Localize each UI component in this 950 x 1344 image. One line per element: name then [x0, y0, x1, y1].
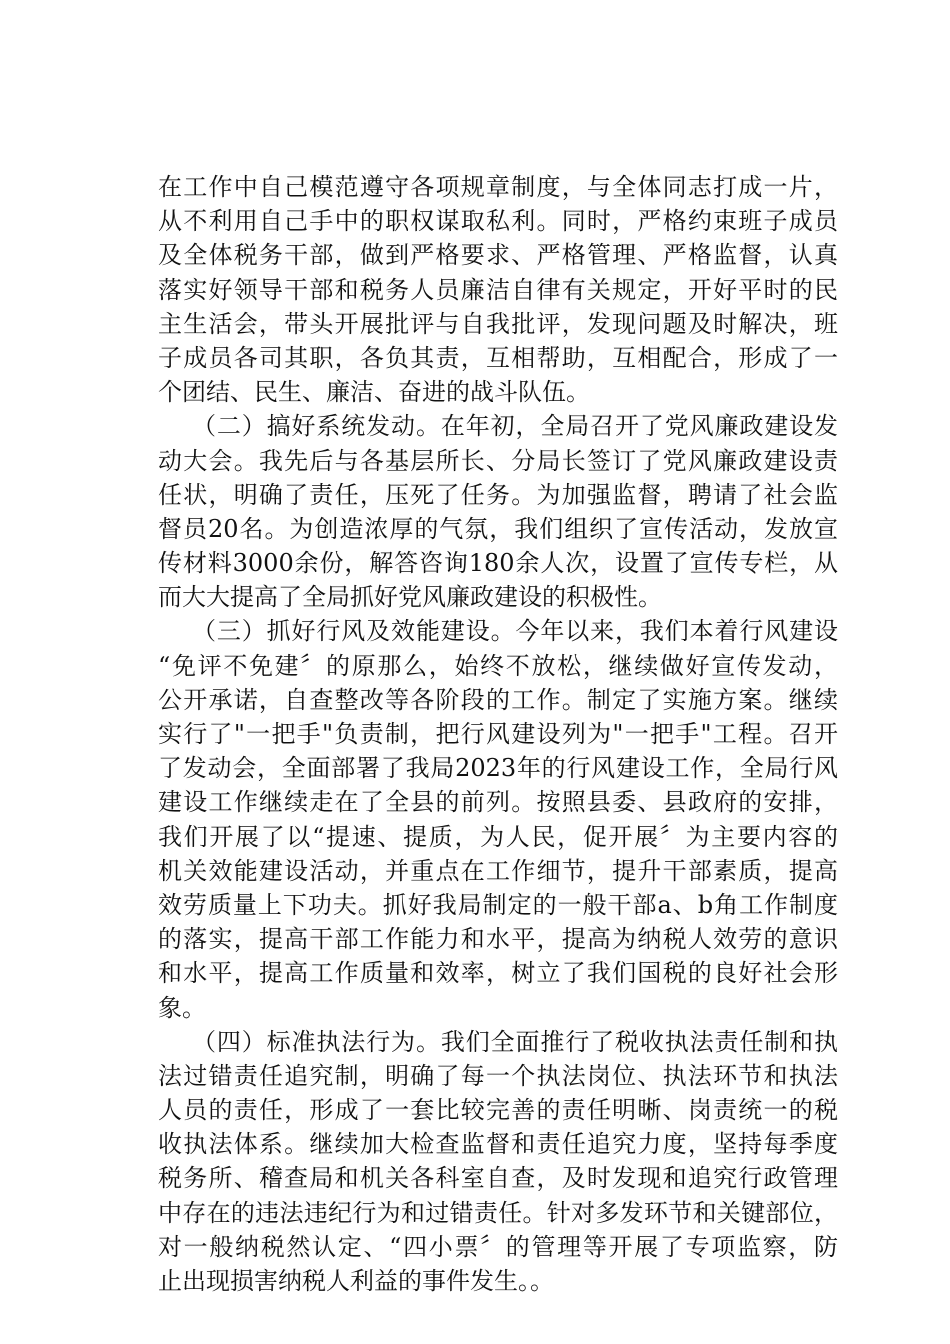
text-line: 个团结、民生、廉洁、奋进的战斗队伍。 [158, 378, 590, 407]
text-line: 及全体税务干部，做到严格要求、严格管理、严格监督，认真 [158, 241, 838, 270]
text-line: 象。 [158, 993, 206, 1022]
text-line: 止出现损害纳税人利益的事件发生。。 [158, 1267, 554, 1295]
text-line: 中存在的违法违纪行为和过错责任。针对多发环节和关键部位， [158, 1198, 838, 1227]
text-line: 和水平，提高工作质量和效率，树立了我们国税的良好社会形 [158, 959, 838, 988]
text-line: 从不利用自己手中的职权谋取私利。同时，严格约束班子成员 [158, 207, 838, 236]
text-line: （二）搞好系统发动。在年初，全局召开了党风廉政建设发 [158, 412, 838, 441]
text-line: 我们开展了以“提速、提质，为人民，促开展〞为主要内容的 [158, 822, 838, 851]
text-line: 动大会。我先后与各基层所长、分局长签订了党风廉政建设责 [158, 446, 838, 475]
text-line: （三）抓好行风及效能建设。今年以来，我们本着行风建设 [158, 617, 838, 646]
text-line: 子成员各司其职，各负其责，互相帮助，互相配合，形成了一 [158, 343, 838, 372]
text-line: “免评不免建〞的原那么，始终不放松，继续做好宣传发动， [158, 651, 838, 680]
text-line: 机关效能建设活动，并重点在工作细节，提升干部素质，提高 [158, 856, 838, 885]
text-line: 的落实，提高干部工作能力和水平，提高为纳税人效劳的意识 [158, 925, 838, 954]
text-line: （四）标准执法行为。我们全面推行了税收执法责任制和执 [158, 1027, 838, 1056]
text-line: 而大大提高了全局抓好党风廉政建设的积极性。 [158, 583, 662, 612]
text-line: 税务所、稽查局和机关各科室自查，及时发现和追究行政管理 [158, 1164, 838, 1193]
text-line: 建设工作继续走在了全县的前列。按照县委、县政府的安排， [158, 788, 838, 817]
text-line: 法过错责任追究制，明确了每一个执法岗位、执法环节和执法 [158, 1061, 838, 1090]
text-line: 了发动会，全面部署了我局2023年的行风建设工作，全局行风 [158, 754, 838, 783]
text-line: 人员的责任，形成了一套比较完善的责任明晰、岗责统一的税 [158, 1096, 838, 1125]
text-line: 任状，明确了责任，压死了任务。为加强监督，聘请了社会监 [158, 480, 838, 509]
text-line: 传材料3000余份，解答咨询180余人次，设置了宣传专栏，从 [158, 549, 838, 578]
text-line: 主生活会，带头开展批评与自我批评，发现问题及时解决，班 [158, 309, 838, 338]
text-line: 对一般纳税然认定、“四小票〞的管理等开展了专项监察，防 [158, 1232, 838, 1261]
text-line: 收执法体系。继续加大检查监督和责任追究力度，坚持每季度 [158, 1130, 838, 1159]
text-line: 落实好领导干部和税务人员廉洁自律有关规定，开好平时的民 [158, 275, 838, 304]
text-line: 实行了"一把手"负责制，把行风建设列为"一把手"工程。召开 [158, 720, 838, 748]
text-line: 督员20名。为创造浓厚的气氛，我们组织了宣传活动，发放宣 [158, 514, 838, 543]
text-line: 效劳质量上下功夫。抓好我局制定的一般干部a、b角工作制度 [158, 890, 838, 919]
body-text [158, 170, 838, 1298]
text-line: 在工作中自己模范遵守各项规章制度，与全体同志打成一片， [158, 173, 838, 201]
text-line: 公开承诺，自查整改等各阶段的工作。制定了实施方案。继续 [158, 685, 838, 714]
